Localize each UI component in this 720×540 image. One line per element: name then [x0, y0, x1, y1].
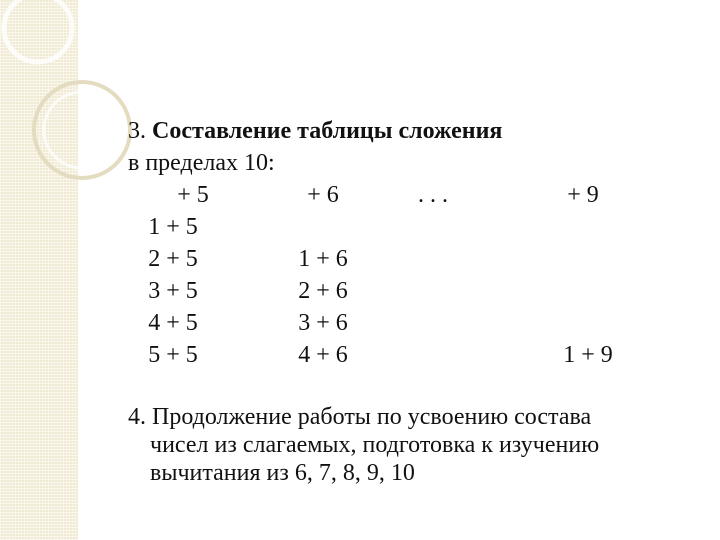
item-3-number: 3. — [128, 118, 146, 144]
item-3-title: Составление таблицы сложения — [152, 118, 503, 144]
table-cell: 4 + 6 — [298, 342, 348, 368]
table-cell: 1 + 6 — [298, 246, 348, 272]
header-plus-6: + 6 — [307, 182, 339, 208]
item-3-heading — [128, 118, 502, 145]
table-cell: 1 + 9 — [563, 342, 613, 368]
item-4-line-3: вычитания из 6, 7, 8, 9, 10 — [150, 460, 415, 486]
item-4-line-2: чисел из слагаемых, подготовка к изучению — [150, 432, 600, 458]
item-4-paragraph — [128, 403, 599, 487]
table-cell: 2 + 5 — [148, 246, 198, 272]
table-cell: 5 + 5 — [148, 342, 198, 368]
item-3-subtitle: в пределах 10: — [128, 150, 275, 176]
table-cell: 3 + 6 — [298, 310, 348, 336]
header-plus-9: + 9 — [567, 182, 599, 208]
table-cell: 3 + 5 — [148, 278, 198, 304]
table-cell: 1 + 5 — [148, 214, 198, 240]
item-4-line-1: 4. Продолжение работы по усвоению состава — [128, 404, 592, 430]
table-cell: 2 + 6 — [298, 278, 348, 304]
header-ellipsis: . . . — [418, 182, 448, 208]
table-cell: 4 + 5 — [148, 310, 198, 336]
header-plus-5: + 5 — [177, 182, 209, 208]
